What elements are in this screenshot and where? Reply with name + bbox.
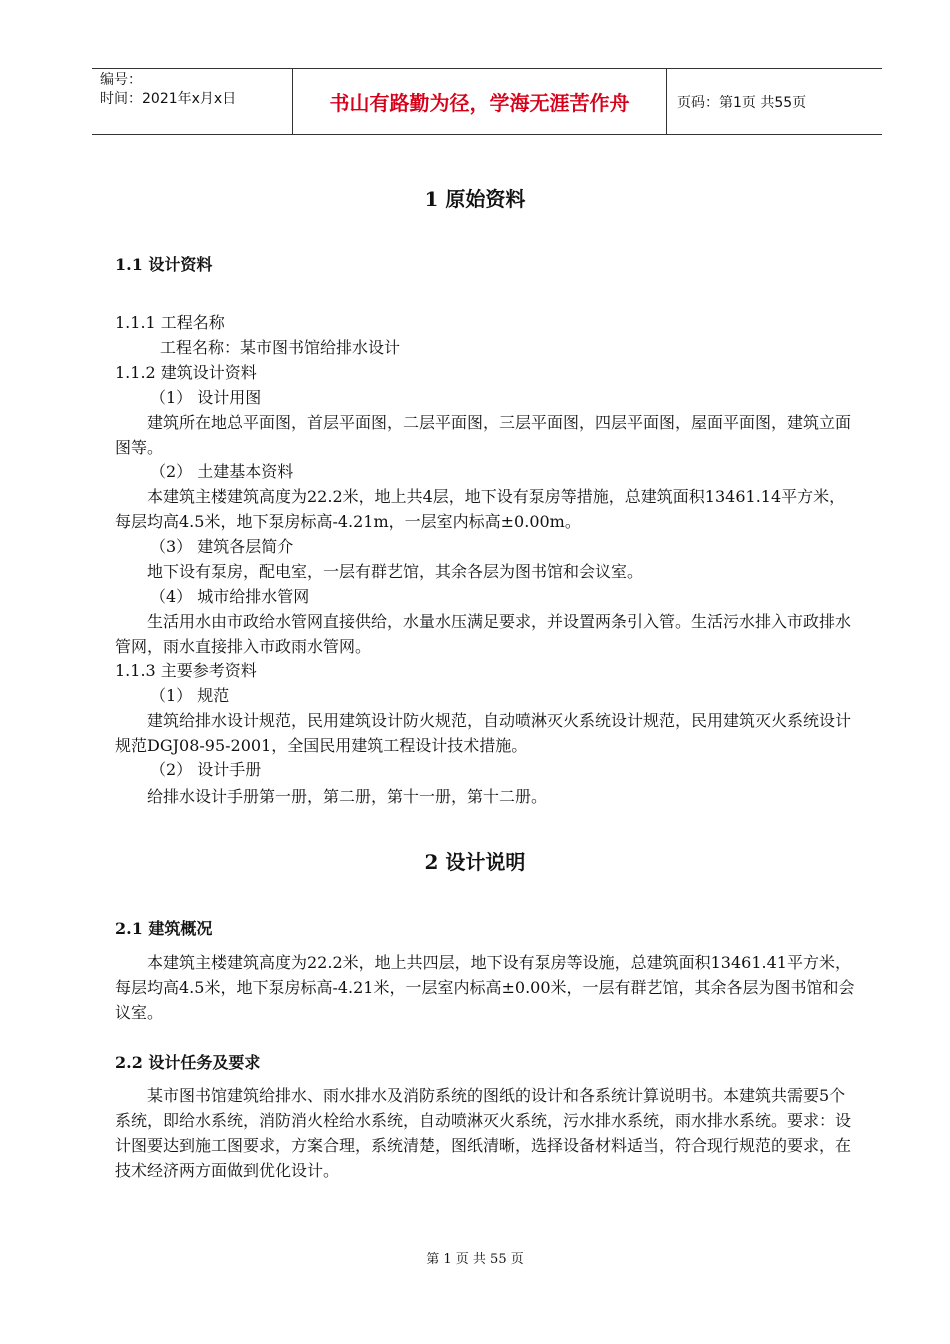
header-page-info: 页码：第1页 共55页 — [677, 94, 807, 111]
section-1-1-1-heading: 1.1.1 工程名称 — [115, 313, 225, 332]
ref-2-text: 给排水设计手册第一册，第二册，第十一册，第十二册。 — [147, 787, 548, 806]
item-1-text: 建筑所在地总平面图，首层平面图，二层平面图，三层平面图，四层平面图，屋面平面图，建筑立面图等。 — [115, 413, 852, 457]
section-1-1-2-heading: 1.1.2 建筑设计资料 — [115, 363, 257, 382]
header-meta — [92, 69, 293, 134]
project-name: 工程名称：某市图书馆给排水设计 — [160, 338, 401, 357]
document-time: 时间：2021年x月x日 — [100, 91, 237, 107]
section-2-1-text: 本建筑主楼建筑高度为22.2米，地上共四层，地下设有泵房等设施，总建筑面积13461.41平方米，每层均高4.5米，地下泵房标高-4.21米，一层室内标高±0.00米，一层有群艺馆，其余各层为图书馆和会议室。 — [115, 953, 855, 1022]
page-footer: 第 1 页 共 55 页 — [426, 1252, 524, 1267]
ref-2-title: （2） 设计手册 — [150, 760, 262, 779]
header-motto: 书山有路勤为径，学海无涯苦作舟 — [293, 69, 667, 134]
chapter-2-title: 2 设计说明 — [424, 850, 526, 874]
item-1-title: （1） 设计用图 — [150, 388, 262, 407]
section-2-2-text: 某市图书馆建筑给排水、雨水排水及消防系统的图纸的设计和各系统计算说明书。本建筑共需要5个系统，即给水系统，消防消火栓给水系统，自动喷淋灭火系统，污水排水系统，雨水排水系统。要求：设计图要达到施工图要求，方案合理，系统清楚，图纸清晰，选择设备材料适当，符合现行规范的要求，在技术经济两方面做到优化设计。 — [115, 1086, 852, 1180]
chapter-1-title: 1 原始资料 — [424, 187, 526, 211]
section-1-1-heading: 1.1 设计资料 — [115, 255, 213, 274]
section-2-2-heading: 2.2 设计任务及要求 — [115, 1053, 261, 1072]
section-1-1-3-heading: 1.1.3 主要参考资料 — [115, 661, 257, 680]
item-4-text: 生活用水由市政给水管网直接供给，水量水压满足要求，并设置两条引入管。生活污水排入市政排水管网，雨水直接排入市政雨水管网。 — [115, 612, 852, 656]
ref-1-title: （1） 规范 — [150, 686, 230, 705]
section-2-1-heading: 2.1 建筑概况 — [115, 919, 213, 938]
item-3-title: （3） 建筑各层简介 — [150, 537, 294, 556]
item-4-title: （4） 城市给排水管网 — [150, 587, 310, 606]
item-2-text: 本建筑主楼建筑高度为22.2米，地上共4层，地下设有泵房等措施，总建筑面积13461.14平方米，每层均高4.5米，地下泵房标高-4.21m，一层室内标高±0.00m。 — [115, 487, 846, 531]
ref-1-text: 建筑给排水设计规范，民用建筑设计防火规范，自动喷淋灭火系统设计规范，民用建筑灭火系统设计规范DGJ08-95-2001，全国民用建筑工程设计技术措施。 — [115, 711, 852, 755]
item-3-text: 地下设有泵房，配电室，一层有群艺馆，其余各层为图书馆和会议室。 — [147, 562, 644, 581]
document-number-label: 编号： — [100, 72, 142, 88]
page-header — [92, 68, 882, 135]
item-2-title: （2） 土建基本资料 — [150, 462, 294, 481]
